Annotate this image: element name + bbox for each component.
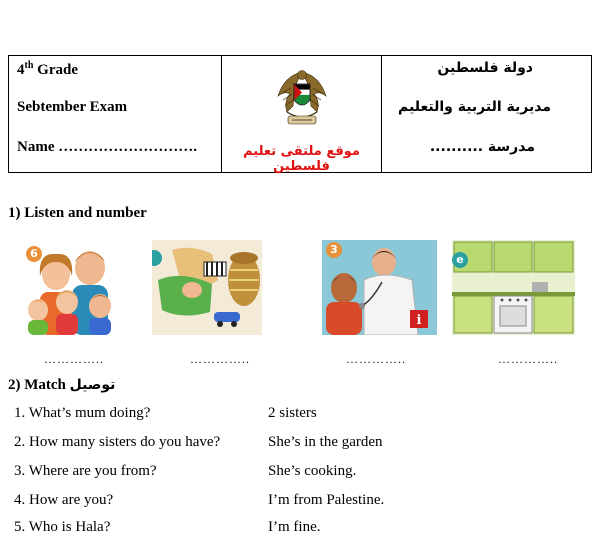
match-answer: I’m fine.	[268, 519, 321, 535]
answer-blank[interactable]: …………..	[44, 352, 104, 366]
family-picture	[22, 240, 127, 335]
header-middle-cell	[222, 56, 382, 172]
site-name: موقع ملتقى تعليم فلسطين	[243, 144, 360, 174]
match-answer: She’s cooking.	[268, 463, 357, 479]
match-question: 2. How many sisters do you have?	[14, 434, 221, 450]
match-answer: 2 sisters	[268, 405, 317, 421]
name-field[interactable]: Name ……………………….	[17, 139, 197, 155]
number-badge: e	[452, 252, 468, 268]
section-match-title: 2) Match توصيل	[8, 377, 116, 393]
match-question: 4. How are you?	[14, 492, 114, 508]
answer-blank[interactable]: …………..	[190, 352, 250, 366]
palestine-eagle-emblem	[275, 66, 329, 128]
answer-blank[interactable]: …………..	[498, 352, 558, 366]
exam-title: Sebtember Exam	[17, 99, 128, 115]
header-left-cell	[9, 56, 222, 172]
directorate-label: مديرية التربية والتعليم	[398, 99, 551, 115]
toys-picture	[152, 240, 262, 335]
match-question: 5. Who is Hala?	[14, 519, 111, 535]
grade-label: 4th Grade	[17, 60, 78, 78]
number-badge: 6	[26, 246, 42, 262]
svg-text:i: i	[416, 313, 422, 328]
match-question: 1. What’s mum doing?	[14, 405, 151, 421]
doctor-picture	[322, 240, 437, 335]
answer-blank[interactable]: …………..	[346, 352, 406, 366]
match-answer: She’s in the garden	[268, 434, 383, 450]
match-question: 3. Where are you from?	[14, 463, 157, 479]
toys-illustration	[152, 240, 262, 335]
section-listen-title: 1) Listen and number	[8, 205, 147, 221]
exam-header	[8, 55, 592, 173]
number-badge: 3	[326, 242, 342, 258]
state-label: دولة فلسطين	[437, 60, 533, 76]
kitchen-picture	[452, 240, 575, 335]
match-answer: I’m from Palestine.	[268, 492, 385, 508]
school-label: مدرسة ..........	[429, 139, 535, 155]
header-right-cell	[382, 56, 591, 172]
kitchen-illustration	[452, 240, 575, 335]
